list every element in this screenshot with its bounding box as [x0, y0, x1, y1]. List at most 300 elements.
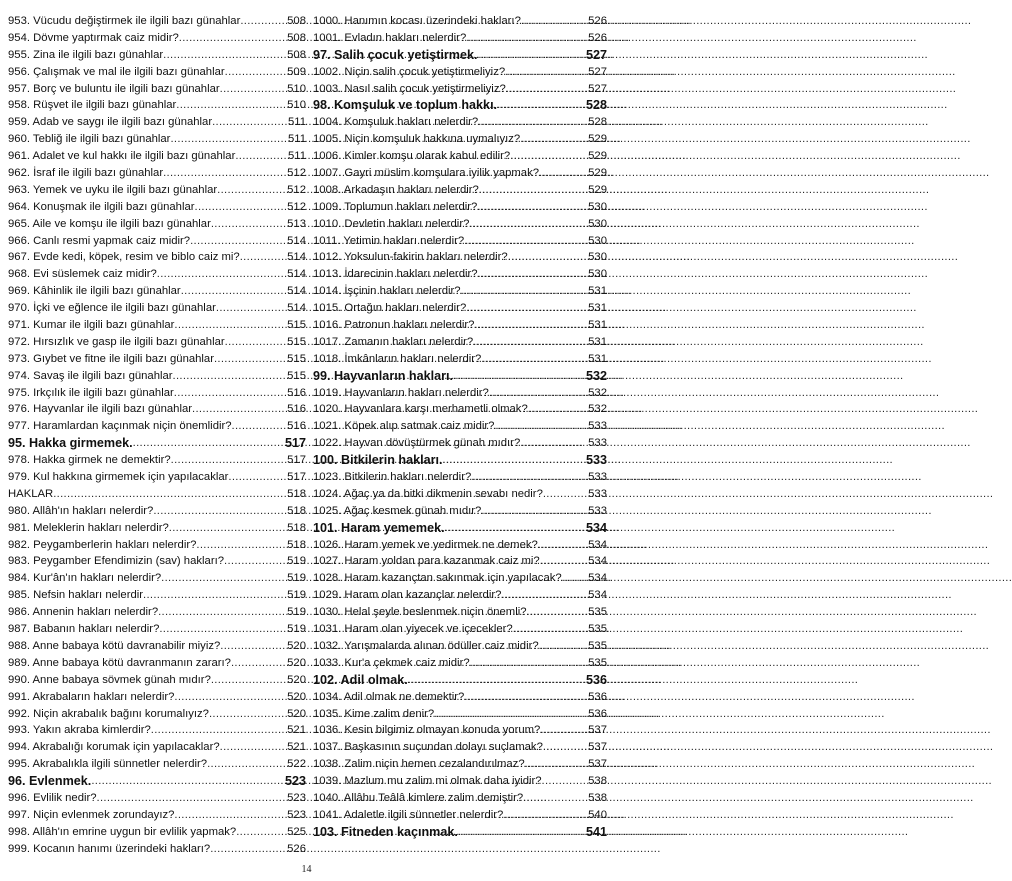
toc-dot-leader [562, 570, 587, 587]
toc-entry-page: 518 [287, 538, 306, 551]
toc-dot-leader [207, 756, 286, 773]
toc-entry-page: 534 [588, 572, 607, 585]
toc-dot-leader [443, 452, 585, 469]
toc-dot-leader [240, 13, 286, 30]
toc-entry [313, 570, 607, 587]
toc-entry-title: 988. Anne babaya kötü davranabilir miyiz? [8, 639, 221, 652]
toc-dot-leader [478, 114, 587, 131]
toc-entry-page: 522 [287, 758, 306, 771]
toc-entry-page: 521 [287, 724, 306, 737]
toc-entry [313, 469, 607, 486]
toc-entry-title: 965. Aile ve komşu ile ilgili bazı günahlar [8, 217, 211, 230]
toc-entry [313, 300, 607, 317]
toc-entry [313, 807, 607, 824]
toc-entry [8, 824, 306, 841]
toc-entry-page: 520 [287, 690, 306, 703]
toc-entry-page: 520 [287, 707, 306, 720]
toc-section-heading [313, 520, 607, 537]
toc-dot-leader [464, 689, 587, 706]
toc-dot-leader [174, 385, 286, 402]
toc-entry-page: 517 [284, 436, 306, 451]
toc-entry [313, 790, 607, 807]
toc-entry-page: 533 [588, 487, 607, 500]
toc-entry-page: 535 [588, 623, 607, 636]
toc-entry-title: 99. Hayvanların hakları. [313, 368, 454, 383]
toc-dot-leader [159, 621, 286, 638]
toc-entry [313, 739, 607, 756]
toc-dot-leader [209, 706, 286, 723]
page-number: 14 [301, 864, 312, 875]
toc-entry-page: 527 [585, 47, 607, 62]
toc-entry [313, 655, 607, 672]
toc-entry-title: 1013. İdarecinin hakları nelerdir? [313, 268, 478, 281]
toc-entry-title: 998. Allâh'ın emrine uygun bir evlilik yapmak? [8, 825, 237, 838]
toc-entry-page: 532 [585, 368, 607, 383]
toc-dot-leader [195, 199, 287, 216]
toc-entry-page: 518 [287, 487, 306, 500]
toc-section-heading [313, 672, 607, 689]
toc-entry-page: 516 [287, 403, 306, 416]
toc-entry-title: 1025. Ağaç kesmek günah mıdır? [313, 504, 482, 517]
toc-dot-leader [211, 672, 286, 689]
toc-dot-leader [220, 81, 287, 98]
toc-dot-leader [217, 182, 286, 199]
toc-dot-leader [528, 401, 587, 418]
toc-entry [8, 216, 306, 233]
toc-entry-page: 520 [287, 639, 306, 652]
toc-dot-leader [445, 520, 585, 537]
toc-dot-leader [91, 773, 284, 790]
toc-entry [313, 638, 607, 655]
toc-dot-leader [158, 604, 286, 621]
toc-entry-page: 536 [585, 672, 607, 687]
toc-entry [8, 790, 306, 807]
toc-entry-page: 511 [287, 150, 306, 163]
toc-entry-title: 1011. Yetimin hakları nelerdir? [313, 234, 465, 247]
toc-dot-leader [543, 486, 587, 503]
toc-entry-title: 1012. Yoksulun-fakirin hakları nelerdir? [313, 251, 508, 264]
toc-entry-title: 1007. Gayri müslim komşulara iyilik yapmak? [313, 167, 540, 179]
toc-entry-page: 510 [287, 99, 306, 112]
toc-entry [8, 537, 306, 554]
toc-entry-title: 989. Anne babaya kötü davranmanın zararı? [8, 656, 231, 669]
toc-entry-page: 531 [588, 285, 607, 298]
toc-dot-leader [97, 790, 287, 807]
toc-entry-title: 1016. Patronun hakları nelerdir? [313, 319, 475, 332]
toc-entry [8, 233, 306, 250]
toc-dot-leader [163, 165, 286, 182]
toc-entry-page: 535 [588, 656, 607, 669]
toc-entry-title: 994. Akrabalığı korumak için yapılacaklar? [8, 741, 220, 754]
toc-entry-page: 508 [287, 48, 306, 61]
toc-dot-leader [228, 469, 286, 486]
toc-dot-leader [542, 773, 588, 790]
toc-entry-title: 1026. Haram yemek ve yedirmek ne demek? [313, 538, 538, 551]
toc-dot-leader [174, 689, 286, 706]
toc-entry-page: 529 [588, 183, 607, 196]
toc-dot-leader [505, 64, 587, 81]
toc-dot-leader [497, 97, 585, 114]
toc-section-heading [313, 824, 607, 841]
toc-entry-title: 1039. Mazlum mu zalim mi olmak daha iyidir? [313, 775, 542, 788]
toc-section-heading [8, 435, 306, 452]
toc-entry [8, 452, 306, 469]
toc-dot-leader [151, 722, 286, 739]
toc-entry [8, 317, 306, 334]
toc-entry-page: 528 [588, 116, 607, 129]
toc-entry [8, 81, 306, 98]
toc-entry-title: 1023. Bitkilerin hakları nelerdir? [313, 471, 472, 484]
toc-entry-title: 100. Bitkilerin hakları. [313, 453, 443, 468]
toc-entry [313, 199, 607, 216]
toc-dot-leader [508, 249, 587, 266]
toc-entry-title: 977. Haramlardan kaçınmak niçin önemlidir? [8, 420, 232, 433]
toc-entry-title: HAKLAR [8, 487, 54, 500]
toc-entry [8, 114, 306, 131]
toc-section-heading [8, 773, 306, 790]
toc-entry [313, 756, 607, 773]
toc-entry-page: 526 [588, 14, 607, 27]
toc-dot-leader [434, 706, 587, 723]
toc-entry-page: 531 [588, 335, 607, 348]
toc-entry [313, 435, 607, 452]
toc-entry-page: 511 [287, 133, 306, 146]
toc-dot-leader [520, 435, 587, 452]
toc-entry [313, 587, 607, 604]
toc-entry-title: 1038. Zalim niçin hemen cezalandırılmaz? [313, 758, 525, 771]
toc-entry [8, 520, 306, 537]
toc-dot-leader [470, 655, 588, 672]
toc-entry-page: 526 [588, 31, 607, 44]
toc-left-column [8, 13, 306, 858]
toc-right-column [313, 13, 607, 841]
toc-dot-leader [196, 537, 286, 554]
toc-dot-leader [501, 587, 587, 604]
toc-entry-title: 966. Canlı resmi yapmak caiz midir? [8, 234, 191, 247]
toc-entry-title: 975. Irkçılık ile ilgili bazı günahlar [8, 386, 174, 399]
toc-entry [8, 13, 306, 30]
toc-dot-leader [477, 199, 587, 216]
toc-entry [8, 486, 306, 503]
toc-entry [8, 401, 306, 418]
toc-entry-page: 531 [588, 302, 607, 315]
toc-entry-title: 979. Kul hakkına girmemek için yapılacaklar [8, 471, 229, 484]
toc-entry-title: 1034. Adil olmak ne demektir? [313, 690, 465, 703]
toc-entry-title: 983. Peygamber Efendimizin (sav) hakları? [8, 555, 224, 568]
toc-entry-page: 528 [585, 98, 607, 113]
toc-entry [313, 503, 607, 520]
toc-entry-title: 981. Meleklerin hakları nelerdir? [8, 521, 169, 534]
toc-dot-leader [527, 604, 588, 621]
toc-dot-leader [458, 824, 585, 841]
toc-entry-title: 1031. Haram olan yiyecek ve içecekler? [313, 623, 513, 636]
toc-dot-leader [506, 81, 587, 98]
toc-entry-title: 1027. Haram yoldan para kazanmak caiz mi? [313, 555, 540, 568]
toc-section-heading [313, 97, 607, 114]
toc-dot-leader [161, 570, 286, 587]
toc-entry-page: 532 [588, 386, 607, 399]
toc-entry-page: 521 [287, 741, 306, 754]
toc-entry-title: 992. Niçin akrabalık bağını korumalıyız? [8, 707, 209, 720]
toc-dot-leader [224, 553, 286, 570]
toc-dot-leader [214, 351, 286, 368]
toc-entry [8, 351, 306, 368]
toc-entry-title: 1036. Kesin bilgimiz olmayan konuda yorum? [313, 724, 541, 737]
toc-entry [313, 13, 607, 30]
toc-entry [8, 199, 306, 216]
toc-entry-title: 1015. Ortağın hakları nelerdir? [313, 302, 467, 315]
toc-dot-leader [478, 47, 585, 64]
toc-entry-title: 1010. Devletin hakları nelerdir? [313, 217, 470, 230]
toc-entry [313, 131, 607, 148]
toc-dot-leader [466, 30, 587, 47]
toc-entry-page: 519 [287, 589, 306, 602]
toc-entry-title: 963. Yemek ve uyku ile ilgili bazı günahlar [8, 183, 218, 196]
toc-entry-page: 526 [287, 842, 306, 855]
toc-entry-page: 530 [588, 217, 607, 230]
toc-dot-leader [513, 621, 587, 638]
toc-entry [313, 249, 607, 266]
toc-entry [313, 537, 607, 554]
toc-entry-page: 527 [588, 65, 607, 78]
toc-entry-title: 1030. Helal şeyle beslenmek niçin önemli? [313, 606, 527, 619]
toc-entry [8, 554, 306, 571]
toc-entry-page: 530 [588, 251, 607, 264]
toc-entry [8, 266, 306, 283]
toc-entry-title: 986. Annenin hakları nelerdir? [8, 606, 159, 619]
toc-entry-page: 538 [588, 775, 607, 788]
toc-entry-page: 536 [588, 690, 607, 703]
toc-entry-page: 513 [287, 217, 306, 230]
toc-entry [8, 655, 306, 672]
toc-dot-leader [525, 756, 588, 773]
toc-dot-leader [236, 824, 286, 841]
toc-entry-page: 518 [287, 504, 306, 517]
toc-entry-title: 980. Allâh'ın hakları nelerdir? [8, 504, 154, 517]
toc-section-heading [313, 47, 607, 64]
toc-entry-page: 541 [585, 824, 607, 839]
toc-entry-title: 1028. Haram kazançtan sakınmak için yapılacak? [313, 572, 562, 585]
toc-entry-title: 953. Vücudu değiştirmek ile ilgili bazı günahlar [8, 14, 241, 27]
toc-entry-title: 967. Evde kedi, köpek, resim ve biblo caiz mi? [8, 251, 240, 264]
toc-entry [8, 165, 306, 182]
toc-entry-page: 530 [588, 200, 607, 213]
toc-dot-leader [210, 841, 286, 858]
toc-entry-title: 997. Niçin evlenmek zorundayız? [8, 808, 175, 821]
toc-entry-title: 955. Zina ile ilgili bazı günahlar [8, 48, 164, 61]
toc-dot-leader [489, 385, 587, 402]
toc-entry-title: 98. Komşuluk ve toplum hakkı. [313, 98, 498, 113]
toc-entry [8, 148, 306, 165]
toc-dot-leader [232, 418, 287, 435]
toc-entry-title: 1017. Zamanın hakları nelerdir? [313, 335, 474, 348]
toc-entry-page: 512 [287, 167, 306, 179]
toc-dot-leader [163, 47, 286, 64]
toc-dot-leader [481, 351, 587, 368]
toc-entry [313, 148, 607, 165]
toc-entry-title: 1029. Haram olan kazançlar nelerdir? [313, 589, 502, 602]
toc-entry-page: 527 [588, 82, 607, 95]
toc-entry-page: 517 [287, 454, 306, 467]
toc-entry-page: 532 [588, 403, 607, 416]
toc-entry-page: 519 [287, 555, 306, 568]
toc-entry-page: 525 [287, 825, 306, 838]
toc-entry [313, 385, 607, 402]
toc-entry [313, 233, 607, 250]
toc-entry-title: 961. Adalet ve kul hakkı ile ilgili bazı günahlar [8, 150, 236, 163]
toc-entry [313, 81, 607, 98]
toc-entry-page: 515 [287, 352, 306, 365]
toc-entry [8, 64, 306, 81]
toc-entry [8, 283, 306, 300]
toc-entry [8, 182, 306, 199]
toc-entry-title: 959. Adab ve saygı ile ilgili bazı günahlar [8, 116, 213, 129]
toc-dot-leader [235, 148, 287, 165]
toc-entry-title: 1001. Evladın hakları nelerdir? [313, 31, 467, 44]
toc-dot-leader [473, 334, 587, 351]
toc-entry [8, 739, 306, 756]
toc-entry [8, 300, 306, 317]
toc-dot-leader [539, 165, 587, 182]
toc-entry-page: 508 [287, 31, 306, 44]
toc-dot-leader [220, 638, 286, 655]
toc-entry-title: 982. Peygamberlerin hakları nelerdir? [8, 538, 197, 551]
toc-dot-leader [540, 722, 587, 739]
toc-entry-title: 985. Nefsin hakları nelerdir [8, 589, 144, 602]
toc-entry-page: 519 [287, 572, 306, 585]
toc-dot-leader [461, 283, 588, 300]
toc-entry [8, 604, 306, 621]
toc-dot-leader [170, 131, 287, 148]
toc-entry-title: 993. Yakın akraba kimlerdir? [8, 724, 151, 737]
toc-entry-page: 533 [588, 437, 607, 450]
toc-entry-title: 987. Babanın hakları nelerdir? [8, 623, 160, 636]
toc-dot-leader [471, 469, 587, 486]
toc-dot-leader [176, 97, 286, 114]
toc-entry-page: 529 [588, 133, 607, 146]
toc-entry-title: 990. Anne babaya sövmek günah mıdır? [8, 673, 211, 686]
toc-dot-leader [540, 553, 587, 570]
toc-entry [313, 30, 607, 47]
toc-entry-title: 996. Evlilik nedir? [8, 791, 97, 804]
toc-entry-title: 1018. İmkânların hakları nelerdir? [313, 352, 482, 365]
toc-entry-page: 529 [588, 167, 607, 179]
toc-dot-leader [53, 486, 286, 503]
toc-dot-leader [190, 233, 286, 250]
toc-entry [8, 722, 306, 739]
toc-entry-title: 97. Salih çocuk yetiştirmek. [313, 47, 478, 62]
toc-entry [8, 385, 306, 402]
toc-entry-page: 534 [588, 538, 607, 551]
toc-dot-leader [192, 401, 286, 418]
toc-entry-title: 972. Hırsızlık ve gasp ile ilgili bazı günahlar [8, 335, 225, 348]
toc-entry [313, 773, 607, 790]
toc-entry-title: 1024. Ağaç ya da bitki dikmenin sevabı nedir? [313, 487, 543, 500]
toc-dot-leader [225, 334, 287, 351]
toc-entry-title: 1005. Niçin komşuluk hakkına uymalıyız? [313, 133, 521, 146]
toc-entry [8, 368, 306, 385]
toc-entry-page: 514 [287, 234, 306, 247]
toc-entry-page: 511 [287, 116, 306, 129]
toc-entry [8, 97, 306, 114]
toc-dot-leader [521, 13, 587, 30]
toc-entry-page: 531 [588, 352, 607, 365]
toc-dot-leader [173, 368, 287, 385]
toc-entry [313, 689, 607, 706]
toc-entry-title: 956. Çalışmak ve mal ile ilgili bazı günahlar [8, 65, 225, 78]
toc-entry [313, 621, 607, 638]
toc-entry-page: 515 [287, 369, 306, 382]
toc-entry [313, 486, 607, 503]
toc-dot-leader [539, 638, 588, 655]
toc-entry-title: 968. Evi süslemek caiz midir? [8, 268, 157, 281]
toc-dot-leader [478, 266, 588, 283]
toc-entry-title: 1003. Nasıl salih çocuk yetiştirmeliyiz? [313, 82, 506, 95]
toc-entry [313, 418, 607, 435]
toc-entry-page: 508 [287, 14, 306, 27]
toc-entry-title: 1000. Hanımın kocası üzerindeki hakları? [313, 14, 521, 27]
toc-entry [313, 706, 607, 723]
toc-entry-title: 1019. Hayvanların hakları nelerdir? [313, 386, 489, 399]
toc-entry-title: 1033. Kur'a çekmek caiz midir? [313, 656, 470, 669]
toc-dot-leader [520, 131, 587, 148]
toc-dot-leader [153, 503, 286, 520]
toc-entry-page: 535 [588, 639, 607, 652]
toc-entry-page: 519 [287, 606, 306, 619]
toc-entry-title: 984. Kur'ân'ın hakları nelerdir? [8, 572, 162, 585]
toc-entry-title: 954. Dövme yaptırmak caiz midir? [8, 31, 179, 44]
toc-entry [313, 64, 607, 81]
toc-dot-leader [143, 587, 286, 604]
toc-entry-title: 1040. Allâhu Teâlâ kimlere zalim demiştir? [313, 791, 524, 804]
toc-entry [313, 266, 607, 283]
toc-dot-leader [174, 807, 286, 824]
toc-section-heading [313, 452, 607, 469]
toc-entry [8, 756, 306, 773]
toc-entry-page: 514 [287, 302, 306, 315]
toc-entry [8, 621, 306, 638]
toc-entry-page: 533 [588, 420, 607, 433]
toc-entry-page: 523 [287, 791, 306, 804]
toc-entry-title: 971. Kumar ile ilgili bazı günahlar [8, 319, 175, 332]
toc-entry-page: 533 [585, 453, 607, 468]
toc-dot-leader [453, 368, 585, 385]
toc-dot-leader [225, 64, 287, 81]
toc-entry-title: 1009. Toplumun hakları nelerdir? [313, 200, 478, 213]
toc-entry-page: 514 [287, 251, 306, 264]
toc-dot-leader [169, 520, 286, 537]
toc-entry [8, 672, 306, 689]
toc-dot-leader [466, 300, 587, 317]
toc-entry-title: 1037. Başkasının suçundan dolayı suçlamak? [313, 741, 543, 754]
toc-entry-page: 523 [287, 808, 306, 821]
toc-entry [8, 47, 306, 64]
toc-entry-title: 1021. Köpek alıp satmak caiz midir? [313, 420, 495, 433]
toc-section-heading [313, 368, 607, 385]
toc-entry-title: 1020. Hayvanlara karşı merhametli olmak? [313, 403, 528, 416]
toc-entry [8, 334, 306, 351]
toc-entry [313, 401, 607, 418]
toc-entry-title: 103. Fitneden kaçınmak. [313, 824, 458, 839]
toc-entry-title: 1008. Arkadaşın hakları nelerdir? [313, 183, 479, 196]
toc-dot-leader [408, 672, 585, 689]
toc-entry-page: 516 [287, 386, 306, 399]
toc-entry-title: 969. Kâhinlik ile ilgili bazı günahlar [8, 285, 181, 298]
toc-entry-page: 514 [287, 268, 306, 281]
toc-entry [313, 216, 607, 233]
toc-entry-title: 1014. İşçinin hakları nelerdir? [313, 285, 461, 298]
toc-entry-title: 976. Hayvanlar ile ilgili bazı günahlar [8, 403, 192, 416]
